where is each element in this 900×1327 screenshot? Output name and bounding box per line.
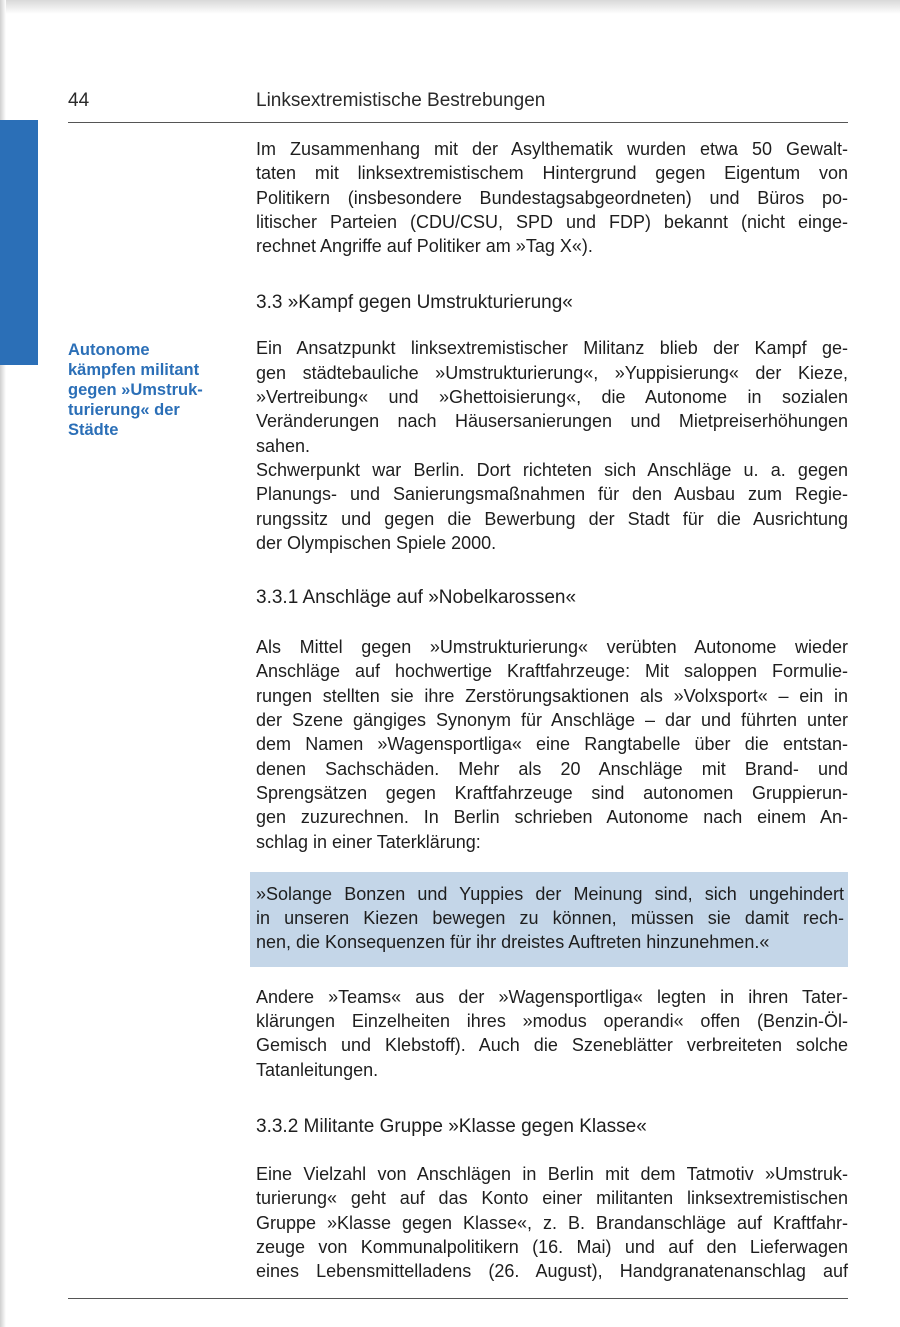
text-line: gen zuzurechnen. In Berlin schrieben Autonome nach einem An- — [256, 807, 848, 828]
text-line: sahen. — [256, 435, 311, 456]
text-line: der Szene gängiges Synonym für Anschläge – dar und führten unter — [256, 710, 848, 731]
quote-line: in unseren Kiezen bewegen zu können, müssen sie damit rech- — [256, 908, 844, 929]
text-line: rechnet Angriffe auf Politiker am »Tag X«). — [256, 236, 593, 257]
footer-rule — [68, 1298, 848, 1299]
text-line: Ein Ansatzpunkt linksextremistischer Militanz blieb der Kampf ge- — [256, 338, 848, 359]
margin-note-line: Städte — [68, 421, 119, 439]
text-line: rungssitz und gegen die Bewerbung der Stadt für die Ausrichtung — [256, 508, 848, 529]
text-line: Veränderungen nach Häusersanierungen und Mietpreiserhöhungen — [256, 411, 848, 432]
quote-line: nen, die Konsequenzen für ihr dreistes Auftreten hinzunehmen.« — [256, 932, 770, 953]
text-line: eines Lebensmittelladens (26. August), Handgranatenanschlag auf — [256, 1261, 848, 1282]
section-heading-3-3: 3.3 »Kampf gegen Umstrukturierung« — [256, 292, 573, 314]
text-line: rungen stellten sie ihre Zerstörungsaktionen als »Volxsport« – ein in — [256, 685, 848, 706]
text-line: zeuge von Kommunalpolitikern (16. Mai) und auf den Lieferwagen — [256, 1236, 848, 1257]
margin-note-line: turierung« der — [68, 401, 180, 419]
section-3-3-2-paragraph-1 — [256, 1162, 848, 1283]
section-3-3-1-paragraph-1 — [256, 635, 848, 854]
chapter-thumb-tab — [0, 120, 38, 365]
section-3-3-paragraph-2 — [256, 458, 848, 555]
text-line: Planungs- und Sanierungsmaßnahmen für den Ausbau zum Regie- — [256, 484, 848, 505]
text-line: turierung« geht auf das Konto einer militanten linksextremistischen — [256, 1188, 848, 1209]
text-line: Eine Vielzahl von Anschlägen in Berlin mit dem Tatmotiv »Umstruk- — [256, 1163, 848, 1184]
intro-paragraph — [256, 137, 848, 258]
text-line: litischer Parteien (CDU/CSU, SPD und FDP) bekannt (nicht einge- — [256, 211, 848, 232]
margin-note-line: gegen »Umstruk- — [68, 381, 203, 399]
section-3-3-1-paragraph-2 — [256, 985, 848, 1082]
quote-text — [250, 882, 844, 955]
text-line: Andere »Teams« aus der »Wagensportliga« legten in ihren Tater- — [256, 986, 848, 1007]
text-line: Anschläge auf hochwertige Kraftfahrzeuge: Mit saloppen Formulie- — [256, 661, 848, 682]
text-line: Gemisch und Klebstoff). Auch die Szeneblätter verbreiteten solche — [256, 1035, 848, 1056]
text-line: denen Sachschäden. Mehr als 20 Anschläge mit Brand- und — [256, 758, 848, 779]
main-text-column — [256, 137, 848, 1283]
page-edge-top — [0, 0, 900, 14]
text-line: Tatanleitungen. — [256, 1059, 379, 1080]
text-line: Im Zusammenhang mit der Asylthematik wurden etwa 50 Gewalt- — [256, 139, 848, 159]
margin-note — [68, 340, 233, 440]
header-rule — [68, 122, 848, 123]
text-line: Schwerpunkt war Berlin. Dort richteten sich Anschläge u. a. gegen — [256, 459, 848, 480]
section-heading-3-3-2: 3.3.2 Militante Gruppe »Klasse gegen Klasse« — [256, 1115, 647, 1137]
page-number: 44 — [68, 90, 90, 111]
text-line: Gruppe »Klasse gegen Klasse«, z. B. Brandanschläge auf Kraftfahr- — [256, 1212, 848, 1233]
running-title: Linksextremistische Bestrebungen — [256, 90, 546, 111]
text-line: taten mit linksextremistischem Hintergrund gegen Eigentum von — [256, 163, 848, 184]
text-line: dem Namen »Wagensportliga« eine Rangtabelle über die entstan- — [256, 734, 848, 755]
text-line: Politikern (insbesondere Bundestagsabgeordneten) und Büros po- — [256, 187, 848, 208]
quote-line: »Solange Bonzen und Yuppies der Meinung sind, sich ungehindert — [256, 883, 844, 904]
text-line: Als Mittel gegen »Umstrukturierung« verübten Autonome wieder — [256, 637, 848, 658]
margin-note-line: Autonome — [68, 341, 150, 359]
margin-note-line: kämpfen militant — [68, 361, 200, 379]
section-3-3-paragraph-1 — [256, 336, 848, 457]
text-line: gen städtebauliche »Umstrukturierung«, »Yuppisierung« der Kieze, — [256, 362, 848, 383]
text-line: Sprengsätzen gegen Kraftfahrzeuge sind autonomen Gruppierun- — [256, 782, 848, 803]
text-line: klärungen Einzelheiten ihres »modus operandi« offen (Benzin-Öl- — [256, 1011, 848, 1032]
text-line: »Vertreibung« und »Ghettoisierung«, die Autonome in sozialen — [256, 387, 848, 408]
text-line: schlag in einer Taterklärung: — [256, 831, 481, 852]
text-line: der Olympischen Spiele 2000. — [256, 532, 497, 553]
quote-box — [250, 872, 848, 967]
section-heading-3-3-1: 3.3.1 Anschläge auf »Nobelkarossen« — [256, 587, 577, 609]
